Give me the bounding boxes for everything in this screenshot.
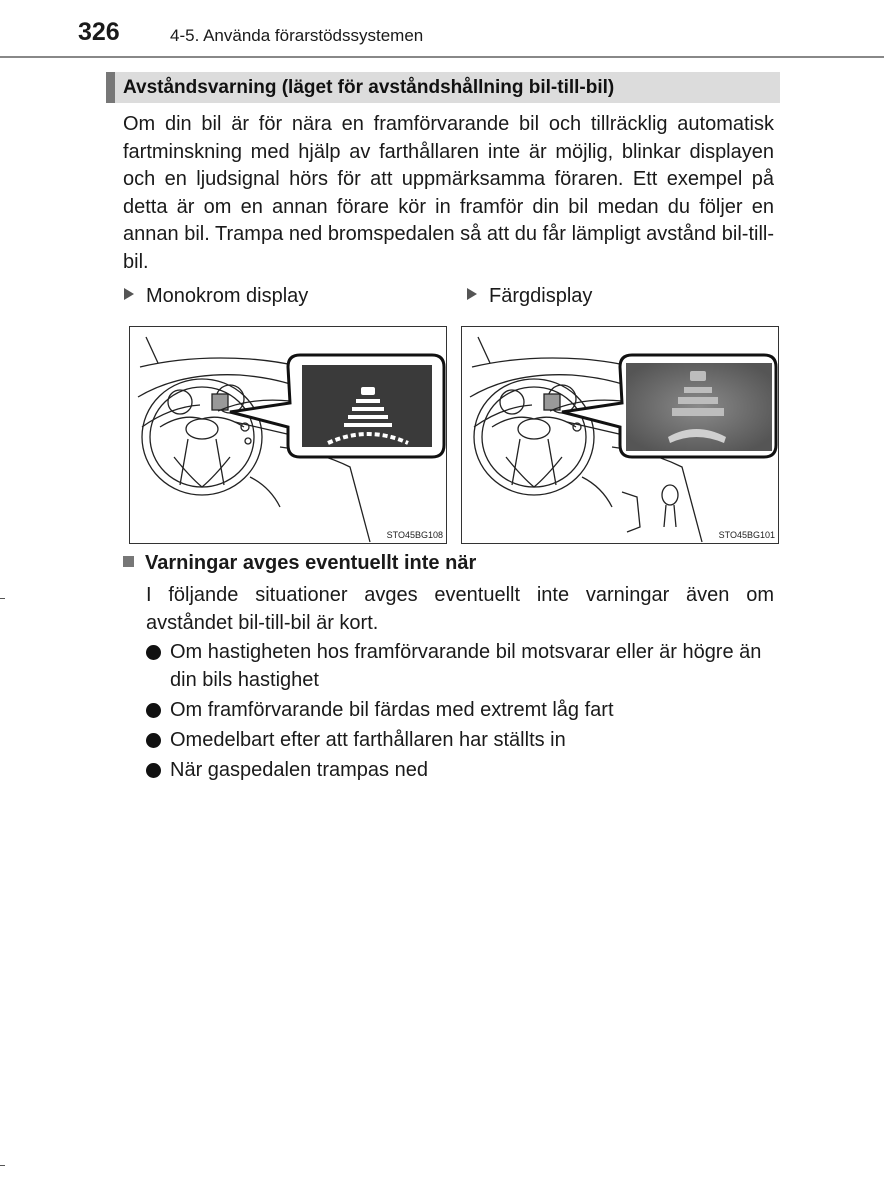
triangle-bullet-icon [467,288,477,300]
page-number: 326 [78,18,120,46]
figure-code: STO45BG108 [386,530,443,540]
warnings-subheading [123,552,476,575]
figure-label-text: Färgdisplay [489,285,593,307]
list-item-text: Om hastigheten hos framförvarande bil motsvarar eller är högre än din bils hastighet [170,641,762,691]
section-intro-paragraph: Om din bil är för nära en framförvarande bil och tillräcklig automatisk fartminskning med hjälp av farthållaren inte är möjlig, blinkar displayen och en ljudsignal hörs för att uppmärksamma föraren. Ett exempel på detta är om en annan förare kör in framför din bil medan du följer en annan bil. Trampa ned bromspedalen så att du får lämpligt avstånd bil-till-bil. [123,113,774,273]
triangle-bullet-icon [124,288,134,300]
margin-tick [0,1165,5,1166]
figure-label-monochrome [124,285,308,308]
list-item [146,757,774,785]
list-item-text: Omedelbart efter att farthållaren har ställts in [170,728,566,751]
list-item-text: När gaspedalen trampas ned [170,758,428,781]
square-bullet-icon [123,556,134,567]
chapter-title: 4-5. Använda förarstödssystemen [170,26,424,45]
header-divider [0,56,884,58]
warnings-list [146,639,774,787]
dashboard-illustration [130,327,446,543]
figure-label-text: Monokrom display [146,285,309,307]
figure-monochrome-display [129,326,447,544]
figure-color-display [461,326,779,544]
bullet-dot-icon [146,703,161,718]
dashboard-illustration [462,327,778,543]
bullet-dot-icon [146,763,161,778]
list-item [146,639,774,694]
list-item [146,727,774,755]
warnings-intro-paragraph: I följande situationer avges eventuellt inte varningar även om avståndet bil-till-bil är kort. [146,584,774,634]
figure-code: STO45BG101 [718,530,775,540]
figure-label-color [467,285,592,308]
margin-tick [0,598,5,599]
bullet-dot-icon [146,733,161,748]
list-item-text: Om framförvarande bil färdas med extremt låg fart [170,698,614,721]
section-heading: Avståndsvarning (läget för avståndshållning bil-till-bil) [106,72,780,103]
bullet-dot-icon [146,645,161,660]
list-item [146,697,774,725]
warnings-subheading-text: Varningar avges eventuellt inte när [145,552,477,574]
